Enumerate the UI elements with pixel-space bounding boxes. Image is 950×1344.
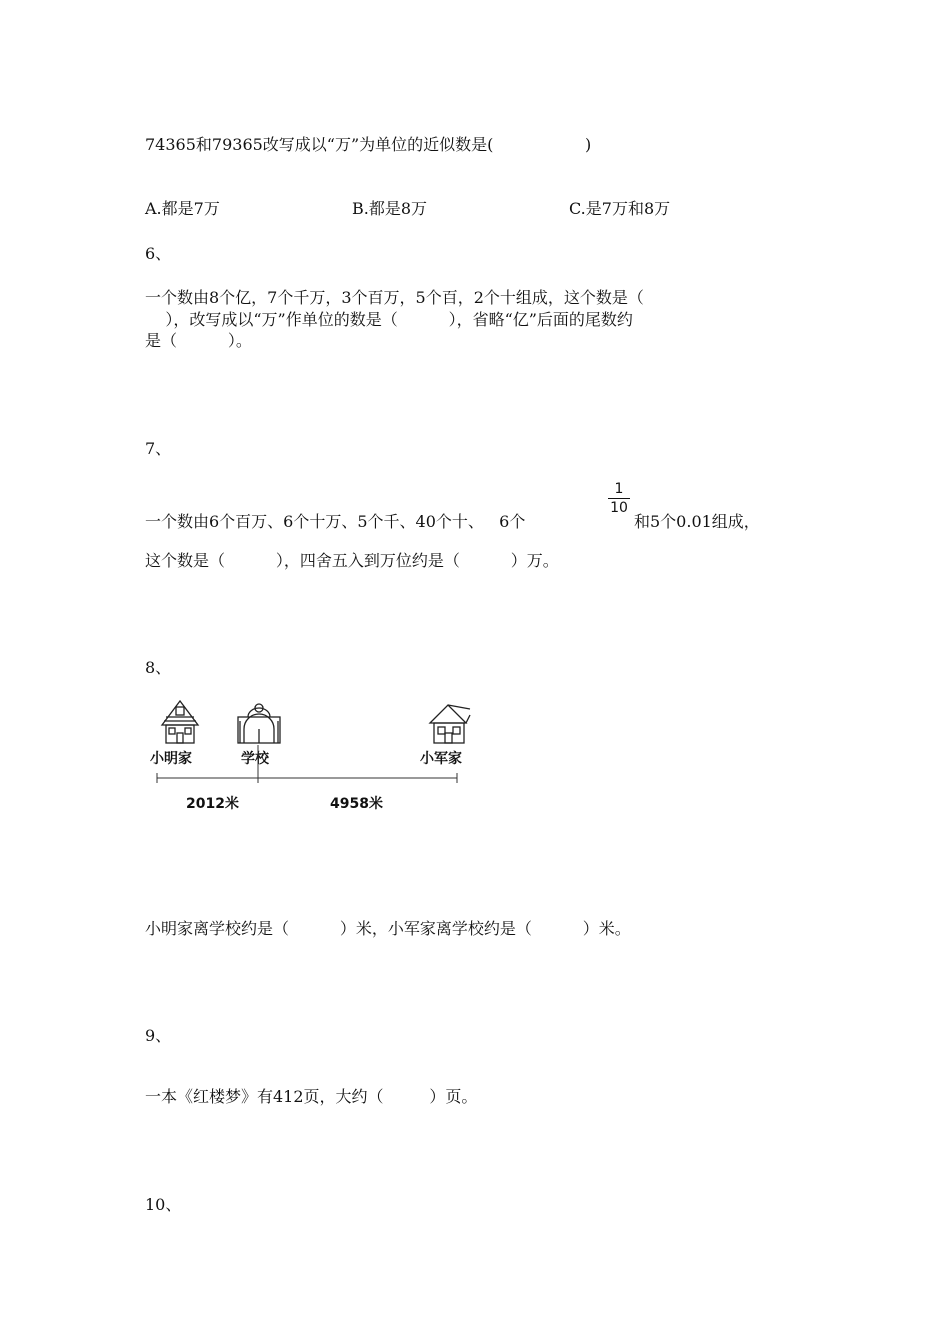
q5-option-a: A.都是7万 [145, 199, 220, 218]
place-label-xiaoming: 小明家 [150, 751, 192, 767]
place-label-school: 学校 [241, 751, 269, 767]
school-building-icon [238, 704, 280, 743]
q10-number: 10、 [145, 1195, 182, 1214]
distance-label-1: 2012米 [186, 796, 239, 812]
q6-number: 6、 [145, 244, 172, 263]
q7-line-2: 这个数是（ ），四舍五入到万位约是（ ）万。 [145, 551, 559, 570]
q6-line-1: 一个数由8个亿，7个千万，3个百万，5个百，2个十组成，这个数是（ [145, 288, 644, 307]
q7-line-1b: 和5个0.01组成， [634, 512, 760, 531]
q9-number: 9、 [145, 1026, 172, 1045]
q6-line-2: ），改写成以“万”作单位的数是（ ），省略“亿”后面的尾数约 [145, 310, 633, 329]
xiaoming-house-icon [162, 701, 198, 743]
q5-option-c: C.是7万和8万 [569, 199, 671, 218]
q7-number: 7、 [145, 439, 172, 458]
q9-question: 一本《红楼梦》有412页，大约（ ）页。 [145, 1087, 478, 1106]
q8-number: 8、 [145, 658, 172, 677]
q5-stem: 74365和79365改写成以“万”为单位的近似数是( ) [145, 135, 592, 154]
q5-option-b: B.都是8万 [352, 199, 428, 218]
distance-diagram [150, 695, 480, 820]
fraction-numerator: 1 [614, 481, 624, 497]
distance-label-2: 4958米 [330, 796, 383, 812]
xiaojun-house-icon [430, 705, 470, 743]
q6-line-3: 是（ ）。 [145, 331, 252, 350]
q7-line-1a: 一个数由6个百万、6个十万、5个千、40个十、 6个 [145, 512, 526, 531]
q8-question: 小明家离学校约是（ ）米，小军家离学校约是（ ）米。 [145, 919, 631, 938]
fraction-denominator: 10 [610, 500, 628, 516]
q7-fraction [608, 481, 630, 516]
fraction-bar [608, 498, 630, 499]
place-label-xiaojun: 小军家 [420, 751, 462, 767]
